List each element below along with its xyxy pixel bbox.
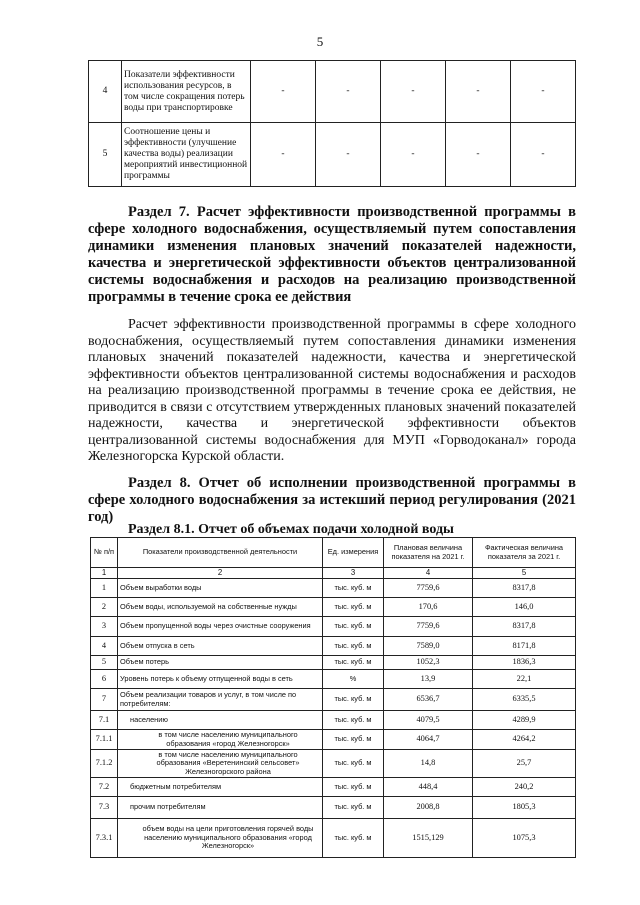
section8-heading: Раздел 8. Отчет об исполнении производственной программы в сфере холодного водоснабжения за истекший период регулирования (2021 год) — [88, 475, 576, 525]
row-number: 7.2 — [91, 778, 118, 797]
planned-value: 1052,3 — [384, 656, 473, 670]
header-planned: Плановая величина показателя на 2021 г. — [384, 538, 473, 568]
indicator-name: объем воды на цели приготовления горячей воды населению муниципального образования «город Железногорск» — [118, 819, 323, 858]
actual-value: 22,1 — [473, 670, 576, 689]
row-number: 3 — [91, 617, 118, 637]
column-number-row — [91, 568, 576, 579]
unit-cell: тыс. куб. м — [323, 598, 384, 617]
actual-value: 146,0 — [473, 598, 576, 617]
indicator-name: бюджетным потребителям — [118, 778, 323, 797]
planned-value: 1515,129 — [384, 819, 473, 858]
table-row — [91, 656, 576, 670]
row-number: 2 — [91, 598, 118, 617]
actual-value: 1805,3 — [473, 797, 576, 819]
indicator-name: Объем отпуска в сеть — [118, 637, 323, 656]
row-number: 7 — [91, 689, 118, 711]
row-number: 4 — [91, 637, 118, 656]
unit-cell: тыс. куб. м — [323, 637, 384, 656]
table-cell: - — [381, 61, 446, 123]
unit-cell: тыс. куб. м — [323, 617, 384, 637]
section81-subheading: Раздел 8.1. Отчет об объемах подачи холодной воды — [128, 522, 454, 537]
table-cell: - — [446, 61, 511, 123]
table-row — [91, 670, 576, 689]
header-unit: Ед. измерения — [323, 538, 384, 568]
actual-value: 4289,9 — [473, 711, 576, 730]
column-number: 3 — [323, 568, 384, 579]
indicator-name: в том числе населению муниципального образования «город Железногорск» — [118, 730, 323, 750]
table-row — [91, 730, 576, 750]
planned-value: 7589,0 — [384, 637, 473, 656]
row-number: 7.1.1 — [91, 730, 118, 750]
indicator-name: Соотношение цены и эффективности (улучшение качества воды) реализации мероприятий инвестиционной программы — [122, 123, 251, 187]
header-indicator: Показатели производственной деятельности — [118, 538, 323, 568]
indicator-name: Уровень потерь к объему отпущенной воды в сеть — [118, 670, 323, 689]
indicator-name: прочим потребителям — [118, 797, 323, 819]
table-row — [91, 617, 576, 637]
unit-cell: тыс. куб. м — [323, 730, 384, 750]
table-row — [89, 123, 576, 187]
unit-cell: тыс. куб. м — [323, 819, 384, 858]
planned-value: 6536,7 — [384, 689, 473, 711]
row-number: 1 — [91, 579, 118, 598]
actual-value: 8171,8 — [473, 637, 576, 656]
indicator-name: Объем потерь — [118, 656, 323, 670]
unit-cell: тыс. куб. м — [323, 656, 384, 670]
unit-cell: тыс. куб. м — [323, 689, 384, 711]
actual-value: 4264,2 — [473, 730, 576, 750]
table-row — [91, 797, 576, 819]
table-cell: - — [446, 123, 511, 187]
unit-cell: тыс. куб. м — [323, 750, 384, 778]
table-cell: - — [381, 123, 446, 187]
row-number: 7.3 — [91, 797, 118, 819]
actual-value: 8317,8 — [473, 579, 576, 598]
table-row — [91, 598, 576, 617]
planned-value: 4079,5 — [384, 711, 473, 730]
table-row — [89, 61, 576, 123]
section7-heading: Раздел 7. Расчет эффективности производственной программы в сфере холодного водоснабжения, осуществляемый путем сопоставления динамики изменения плановых значений показателей надежности, качества и энергетической эффективности объектов централизованной системы водоснабжения и расходов на реализацию производственной программы в течение срока ее действия — [88, 204, 576, 305]
table-row — [91, 579, 576, 598]
planned-value: 14,8 — [384, 750, 473, 778]
row-number: 5 — [89, 123, 122, 187]
planned-value: 7759,6 — [384, 617, 473, 637]
top-indicators-table — [88, 60, 576, 187]
table-cell: - — [316, 61, 381, 123]
indicator-name: Объем воды, используемой на собственные нужды — [118, 598, 323, 617]
unit-cell: % — [323, 670, 384, 689]
column-number: 5 — [473, 568, 576, 579]
unit-cell: тыс. куб. м — [323, 579, 384, 598]
row-number: 5 — [91, 656, 118, 670]
table-row — [91, 689, 576, 711]
actual-value: 25,7 — [473, 750, 576, 778]
table-body — [91, 579, 576, 858]
table-header-row — [91, 538, 576, 568]
planned-value: 4064,7 — [384, 730, 473, 750]
column-number: 4 — [384, 568, 473, 579]
indicator-name: Объем реализации товаров и услуг, в том числе по потребителям: — [118, 689, 323, 711]
table-cell: - — [251, 123, 316, 187]
section7-paragraph: Расчет эффективности производственной программы в сфере холодного водоснабжения, осуществляемый путем сопоставления динамики изменения плановых значений показателей надежности, качества и энергетической эффективности объектов централизованной системы водоснабжения и расходов на реализацию производственной программы в течение срока ее действия, не приводится в связи с отсутствием утвержденных плановых значений показателей надежности, качества и энергетической эффективности объектов централизованной системы водоснабжения для МУП «Горводоканал» города Железногорска Курской области. — [88, 317, 576, 464]
row-number: 4 — [89, 61, 122, 123]
row-number: 7.1 — [91, 711, 118, 730]
actual-value: 1075,3 — [473, 819, 576, 858]
indicator-name: Объем пропущенной воды через очистные сооружения — [118, 617, 323, 637]
header-num: № п/п — [91, 538, 118, 568]
planned-value: 7759,6 — [384, 579, 473, 598]
planned-value: 13,9 — [384, 670, 473, 689]
planned-value: 2008,8 — [384, 797, 473, 819]
planned-value: 170,6 — [384, 598, 473, 617]
page-number: 5 — [316, 34, 324, 49]
column-number: 1 — [91, 568, 118, 579]
planned-value: 448,4 — [384, 778, 473, 797]
table-cell: - — [316, 123, 381, 187]
actual-value: 1836,3 — [473, 656, 576, 670]
unit-cell: тыс. куб. м — [323, 797, 384, 819]
row-number: 7.1.2 — [91, 750, 118, 778]
unit-cell: тыс. куб. м — [323, 778, 384, 797]
actual-value: 240,2 — [473, 778, 576, 797]
table-row — [91, 819, 576, 858]
table-row — [91, 778, 576, 797]
table-row — [91, 750, 576, 778]
row-number: 6 — [91, 670, 118, 689]
table-cell: - — [511, 61, 576, 123]
water-supply-report-table — [90, 537, 576, 858]
unit-cell: тыс. куб. м — [323, 711, 384, 730]
table-cell: - — [251, 61, 316, 123]
actual-value: 8317,8 — [473, 617, 576, 637]
indicator-name: Показатели эффективности использования ресурсов, в том числе сокращения потерь воды при транспортировке — [122, 61, 251, 123]
row-number: 7.3.1 — [91, 819, 118, 858]
column-number: 2 — [118, 568, 323, 579]
table-row — [91, 711, 576, 730]
table-cell: - — [511, 123, 576, 187]
indicator-name: в том числе населению муниципального образования «Веретенинский сельсовет» Железногорского района — [118, 750, 323, 778]
actual-value: 6335,5 — [473, 689, 576, 711]
header-actual: Фактическая величина показателя за 2021 г. — [473, 538, 576, 568]
indicator-name: населению — [118, 711, 323, 730]
indicator-name: Объем выработки воды — [118, 579, 323, 598]
table-row — [91, 637, 576, 656]
